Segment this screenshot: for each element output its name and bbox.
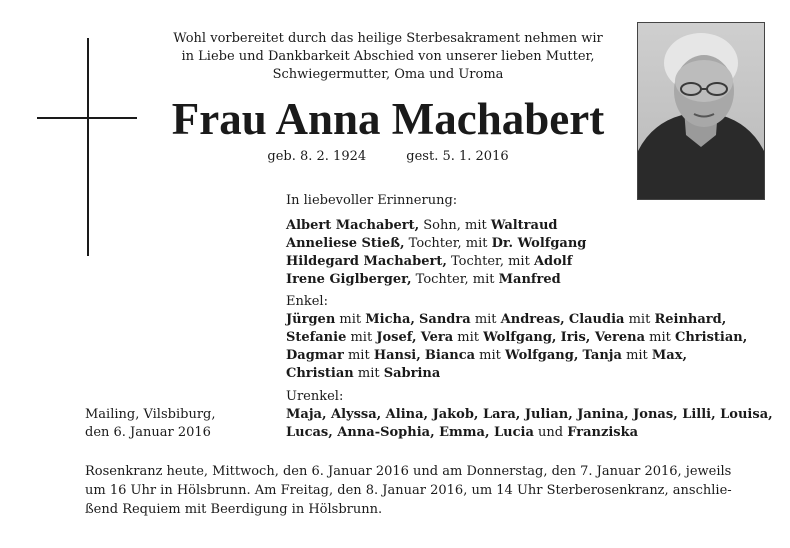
child-name: Albert Machabert, [286,218,420,233]
date-line: den 6. Januar 2016 [85,425,211,440]
intro-text [150,30,626,84]
place-line: Mailing, Vilsbiburg, [85,407,216,422]
birth-date: geb. 8. 2. 1924 [267,149,367,164]
intro-line: Wohl vorbereitet durch das heilige Sterbesakrament nehmen wir [173,31,603,46]
partner-name: Adolf [533,254,573,269]
partner-name: Dr. Wolfgang [491,236,587,251]
service-details [85,462,775,519]
list-item: Dagmar mit Hansi, Bianca mit Wolfgang, Tanja mit Max, [286,348,688,363]
life-dates [150,148,626,166]
child-name: Irene Giglberger, [286,272,412,287]
child-name: Anneliese Stieß, [286,236,405,251]
great-grandchildren-section [286,388,773,442]
place-and-date [85,406,215,442]
relation-text: Sohn, mit [419,218,491,233]
great-grandchildren-heading: Urenkel: [286,389,344,404]
list-item [286,217,586,235]
great-grandchildren-names: Maja, Alyssa, Alina, Jakob, Lara, Julian, Janina, Jonas, Lilli, Louisa, [286,407,773,422]
partner-name: Waltraud [490,218,558,233]
grandchildren-heading: Enkel: [286,294,328,309]
list-item: Stefanie mit Josef, Vera mit Wolfgang, Iris, Verena mit Christian, [286,330,748,345]
footer-line: um 16 Uhr in Hölsbrunn. Am Freitag, den 8. Januar 2016, um 14 Uhr Sterberosenkranz, anschlie- [85,483,732,498]
list-item [286,406,773,424]
death-date: gest. 5. 1. 2016 [406,149,509,164]
list-item [286,235,586,253]
list-item: Jürgen mit Micha, Sandra mit Andreas, Claudia mit Reinhard, [286,312,727,327]
footer-line: Rosenkranz heute, Mittwoch, den 6. Januar 2016 und am Donnerstag, den 7. Januar 2016, jeweils [85,464,732,479]
partner-name: Manfred [498,272,561,287]
footer-line: ßend Requiem mit Beerdigung in Hölsbrunn. [85,502,383,517]
deceased-name: Frau Anna Machabert [171,94,605,144]
list-item: Lucas, Anna-Sophia, Emma, Lucia und Franziska [286,425,639,440]
cross-horizontal-bar [37,117,137,119]
portrait-illustration [638,23,764,199]
relation-text: Tochter, mit [404,236,492,251]
intro-line: in Liebe und Dankbarkeit Abschied von unserer lieben Mutter, [181,49,595,64]
child-name: Hildegard Machabert, [286,254,447,269]
portrait-photo [637,22,765,200]
relation-text: Tochter, mit [446,254,534,269]
children-list [286,217,586,289]
list-item [286,271,586,289]
intro-line: Schwiegermutter, Oma und Uroma [272,67,504,82]
grandchildren-section [286,293,747,383]
relation-text: Tochter, mit [411,272,499,287]
memory-heading: In liebevoller Erinnerung: [286,193,458,208]
list-item: Christian mit Sabrina [286,366,441,381]
list-item [286,253,586,271]
cross-vertical-bar [87,38,89,256]
